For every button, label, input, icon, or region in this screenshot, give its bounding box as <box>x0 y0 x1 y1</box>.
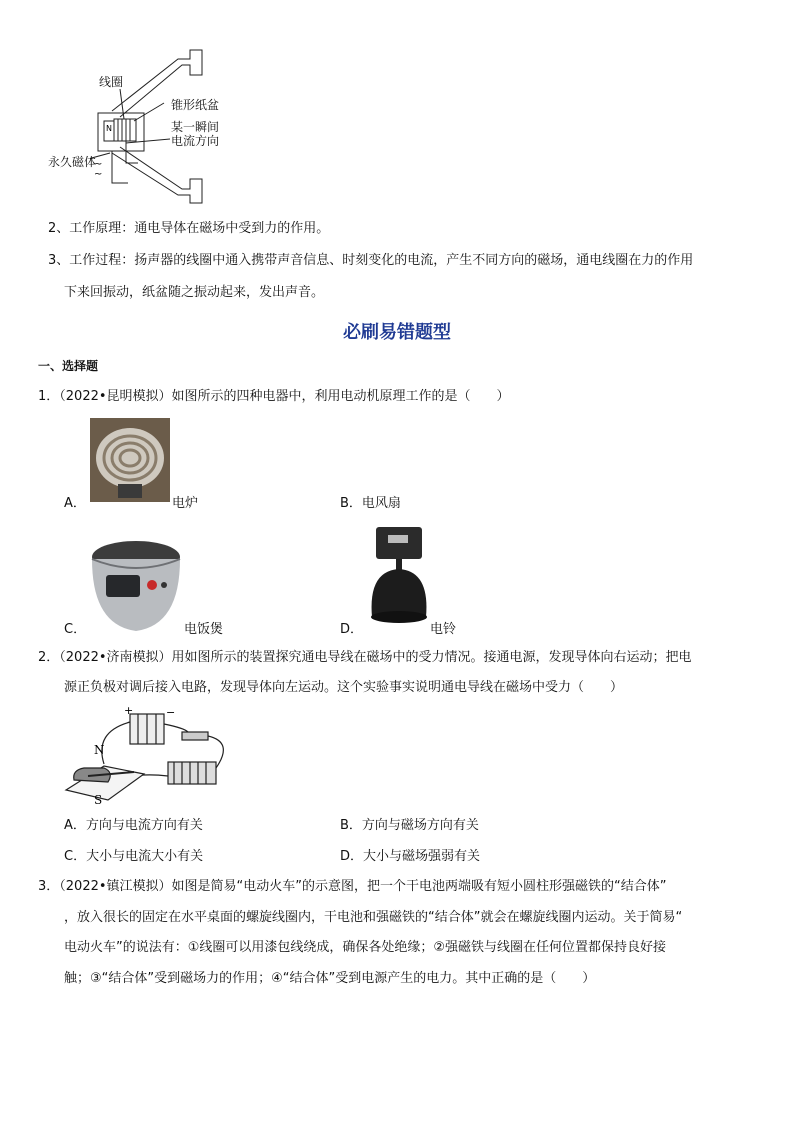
electric-stove-image <box>90 418 170 502</box>
q1-option-b-text: 电风扇 <box>361 496 401 511</box>
label-cone: 锥形纸盆 <box>171 98 220 112</box>
q3-line-2: ，放入很长的固定在水平桌面的螺旋线圈内，干电池和强磁铁的“结合体”就会在螺旋线圈内运动。关于简易“ <box>64 910 683 925</box>
q2-option-b: B．方向与磁场方向有关 <box>340 818 479 833</box>
q1-option-a-letter: A． <box>64 496 86 511</box>
q3-line-3: 电动火车”的说法有：①线圈可以用漆包线绕成，确保各处绝缘；②强磁铁与线圈在任何位置都保持良好接 <box>64 940 667 955</box>
q1-option-b-letter: B． <box>340 496 362 511</box>
q1-option-a-text: 电炉 <box>172 496 199 511</box>
section-heading: 必刷易错题型 <box>343 322 451 343</box>
process-text-2: 下来回振动，纸盆随之振动起来，发出声音。 <box>64 285 325 300</box>
q1-option-d-letter: D． <box>340 622 364 637</box>
section-label: 一、选择题 <box>38 359 99 373</box>
q1-option-c-text: 电饭煲 <box>184 622 224 637</box>
process-text-1: 3、工作过程：扬声器的线圈中通入携带声音信息、时刻变化的电流，产生不同方向的磁场，通电线圈在力的作用 <box>48 253 694 268</box>
q2-option-c: C．大小与电流大小有关 <box>64 849 204 864</box>
label-coil: 线圈 <box>99 75 124 89</box>
q3-line-4: 触；③“结合体”受到磁场力的作用；④“结合体”受到电源产生的电力。其中正确的是（ ） <box>64 971 596 986</box>
q2-option-d: D．大小与磁场强弱有关 <box>340 849 481 864</box>
ac-symbol-2: ~ <box>94 169 103 180</box>
plus-label: + <box>124 704 134 717</box>
magnet-circuit-diagram <box>64 702 244 808</box>
ac-symbol: ~ <box>94 159 103 170</box>
rice-cooker-image <box>88 537 184 635</box>
label-magnet: 永久磁体 <box>48 155 97 169</box>
q1-stem: 1．（2022•昆明模拟）如图所示的四种电器中，利用电动机原理工作的是（ ） <box>38 389 510 404</box>
label-instant <box>171 120 219 148</box>
q2-stem-1: 2．（2022•济南模拟）用如图所示的装置探究通电导线在磁场中的受力情况。接通电源，发现导体向右运动；把电 <box>38 650 692 665</box>
label-instant-1: 某一瞬间 <box>171 120 220 134</box>
north-pole-label: N <box>94 743 105 757</box>
south-pole-label: S <box>94 793 103 807</box>
q2-option-a: A．方向与电流方向有关 <box>64 818 203 833</box>
q1-option-b <box>340 492 401 511</box>
minus-label: − <box>166 706 176 719</box>
electric-bell-image <box>366 525 432 625</box>
principle-text: 2、工作原理：通电导体在磁场中受到力的作用。 <box>48 221 330 236</box>
q1-option-d-text: 电铃 <box>430 622 457 637</box>
q2-stem-2: 源正负极对调后接入电路，发现导体向左运动。这个实验事实说明通电导线在磁场中受力（ ） <box>64 680 624 695</box>
q3-line-1: 3．（2022•镇江模拟）如图是简易“电动火车”的示意图，把一个干电池两端吸有短小圆柱形强磁铁的“结合体” <box>38 879 667 894</box>
n-pole-label: N <box>106 124 112 133</box>
q1-option-c-letter: C． <box>64 622 87 637</box>
label-instant-2: 电流方向 <box>171 134 220 148</box>
